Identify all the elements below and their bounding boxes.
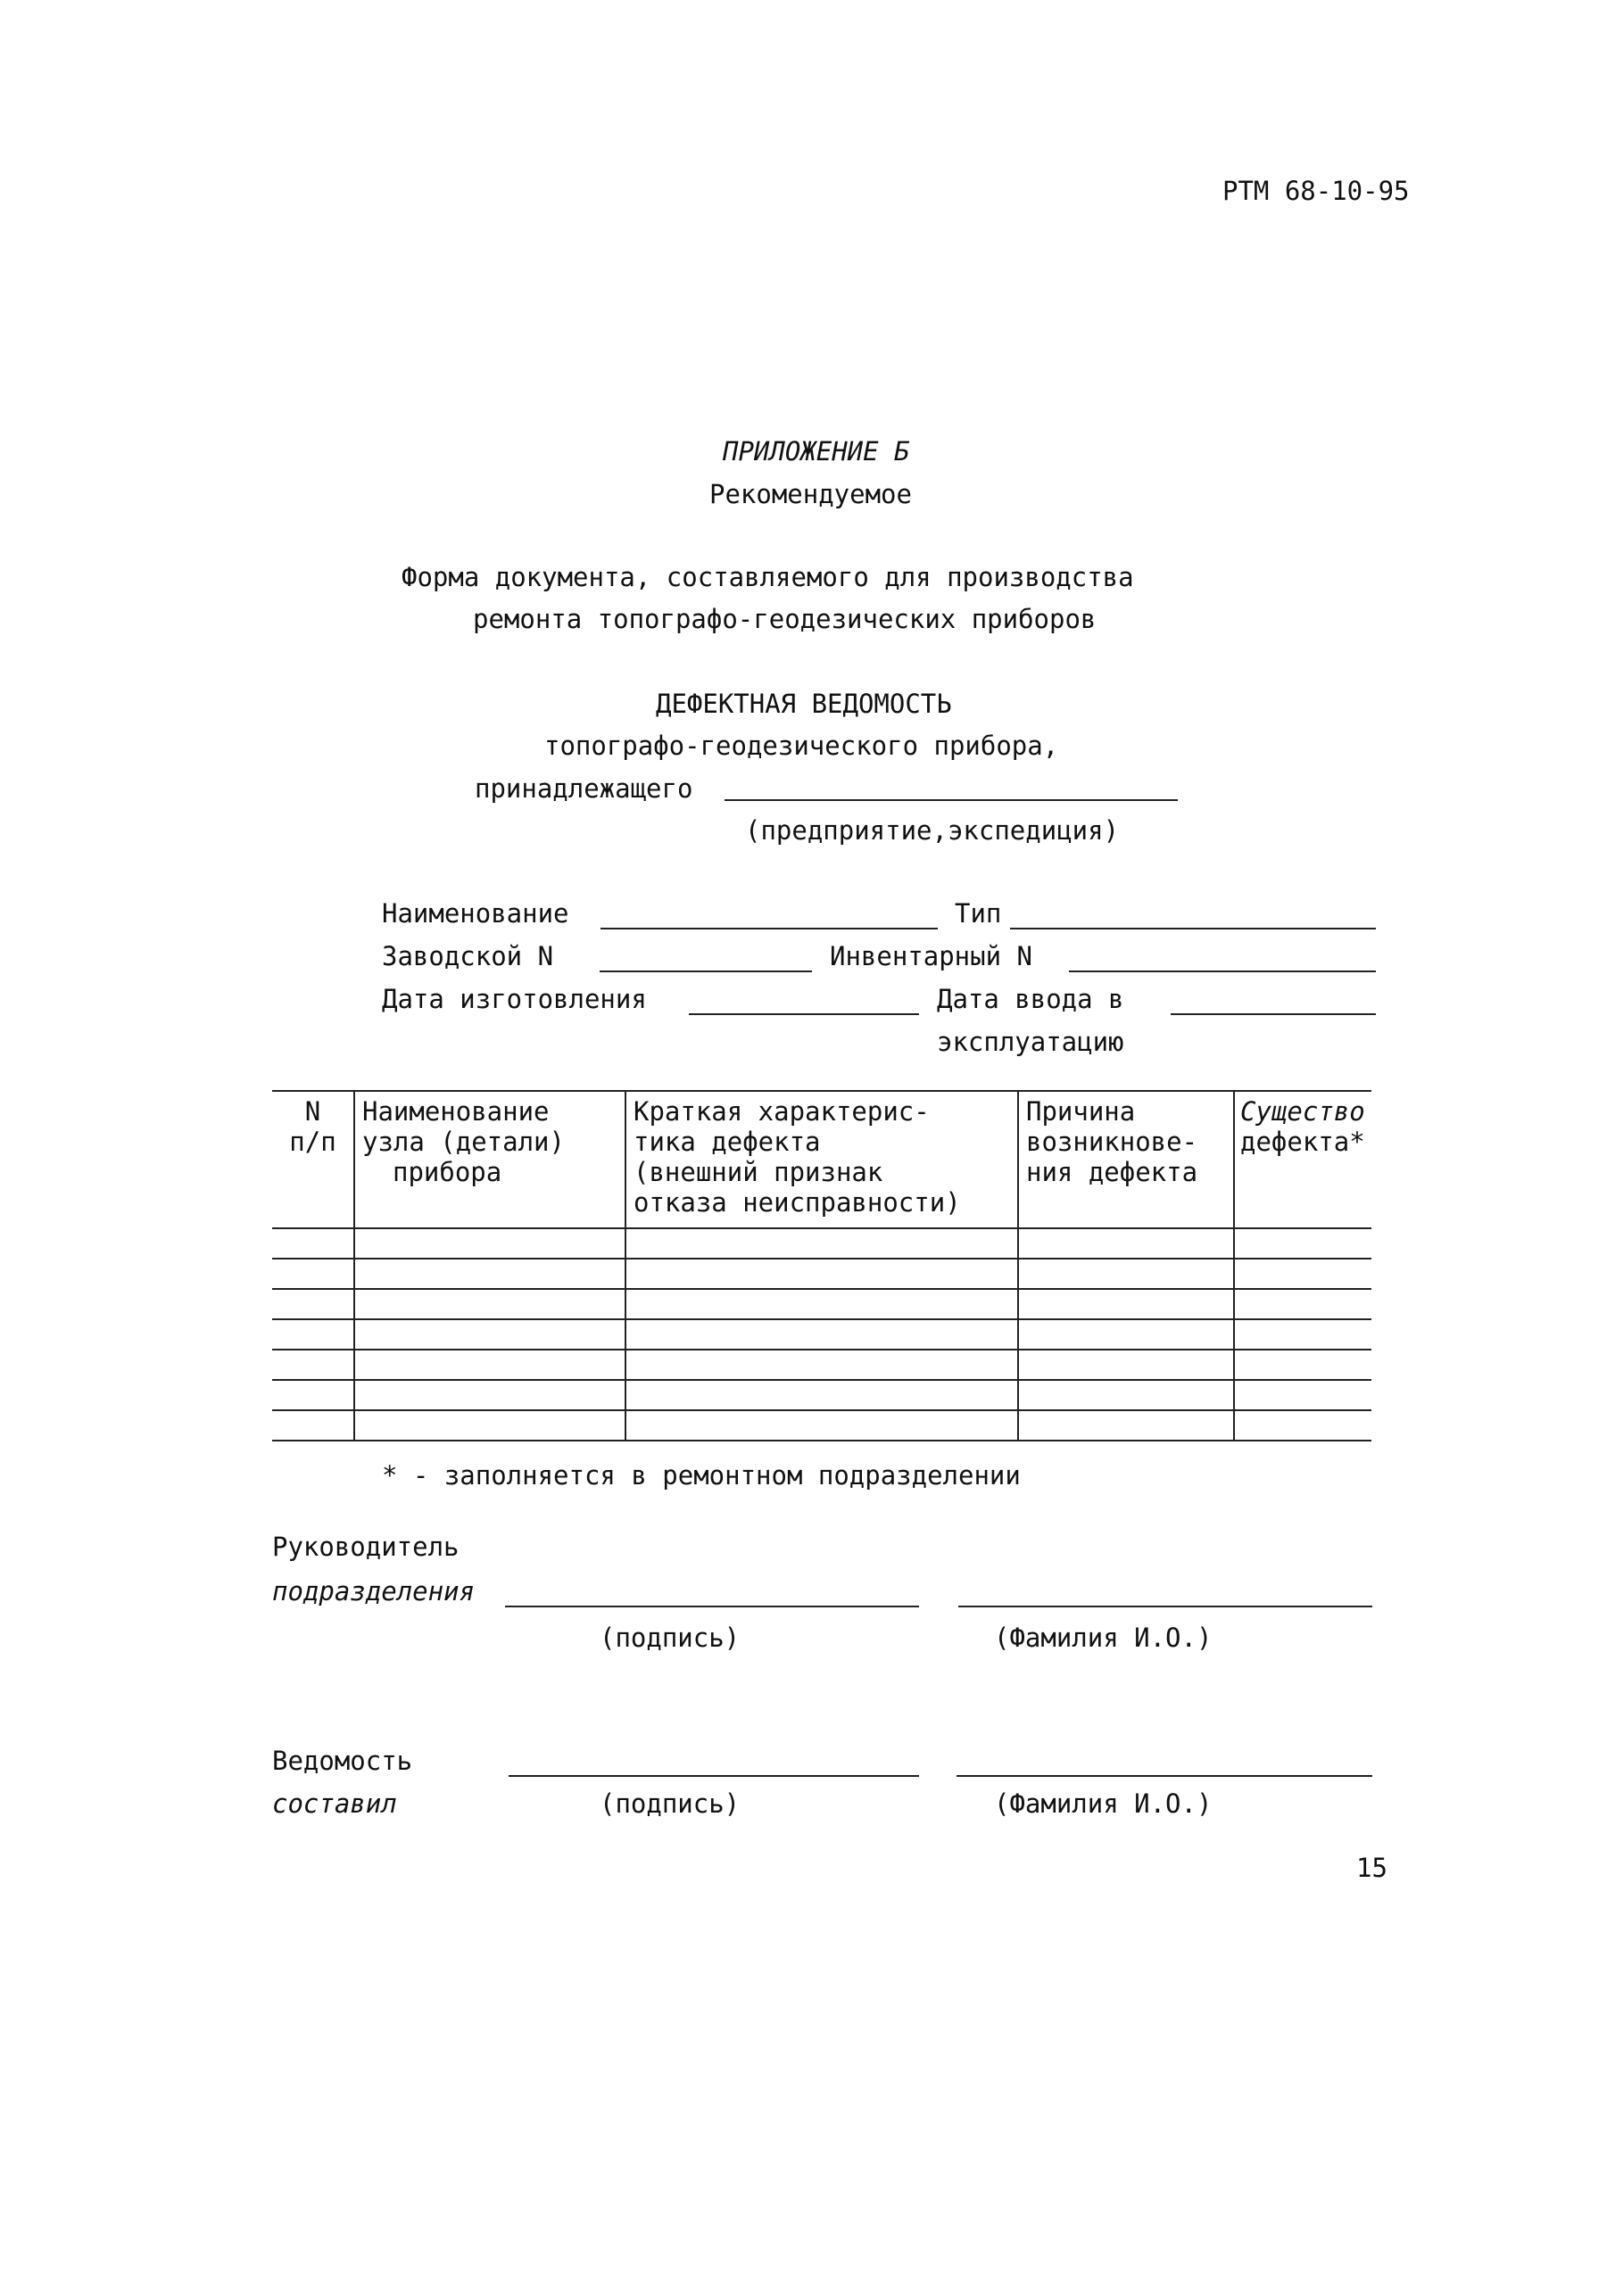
manufacture-date-field-line[interactable]: [689, 1013, 919, 1015]
owner-label: принадлежащего: [475, 773, 693, 804]
table-top-border: [272, 1090, 1371, 1092]
serial-field-line[interactable]: [600, 970, 812, 972]
compiler-name-hint: (Фамилия И.О.): [994, 1788, 1213, 1819]
compiler-signature-hint: (подпись): [600, 1788, 741, 1819]
table-header-number-line1: N: [304, 1096, 321, 1127]
head-label-line2: подразделения: [272, 1576, 475, 1606]
page-number: 15: [1356, 1853, 1387, 1883]
document-code: РТМ 68-10-95: [1222, 176, 1410, 206]
type-field-line[interactable]: [1010, 928, 1376, 929]
table-header-part-line2: узла (детали): [362, 1127, 565, 1157]
owner-field-line[interactable]: [725, 799, 1178, 801]
table-row-border: [272, 1288, 1371, 1290]
compiler-name-line[interactable]: [957, 1775, 1372, 1777]
table-header-description-line2: тика дефекта: [634, 1127, 821, 1157]
head-name-line[interactable]: [958, 1606, 1372, 1607]
appendix-title: ПРИЛОЖЕНИЕ Б: [723, 436, 910, 467]
table-header-bottom-border: [272, 1227, 1371, 1229]
table-header-description-line1: Краткая характерис-: [634, 1096, 930, 1127]
table-column-divider: [1017, 1090, 1019, 1440]
commission-date-label-line1: Дата ввода в: [937, 984, 1124, 1014]
head-signature-hint: (подпись): [600, 1623, 741, 1653]
compiler-label-line1: Ведомость: [272, 1746, 413, 1776]
table-bottom-border: [272, 1440, 1371, 1441]
table-column-divider: [1233, 1090, 1235, 1440]
appendix-description-line1: Форма документа, составляемого для производства: [402, 562, 1134, 592]
appendix-description-line2: ремонта топографо-геодезических приборов: [473, 604, 1097, 634]
table-row-border: [272, 1379, 1371, 1381]
name-field-line[interactable]: [600, 928, 938, 929]
manufacture-date-label: Дата изготовления: [382, 984, 647, 1014]
table-row-border: [272, 1409, 1371, 1411]
inventory-field-line[interactable]: [1069, 970, 1376, 972]
table-header-cause-line1: Причина: [1026, 1096, 1136, 1127]
table-row-border: [272, 1258, 1371, 1259]
compiler-signature-line[interactable]: [509, 1775, 919, 1777]
table-row-border: [272, 1318, 1371, 1320]
table-header-number-line2: п/п: [289, 1127, 336, 1157]
head-signature-line[interactable]: [505, 1606, 919, 1607]
table-header-essence-line2: дефекта*: [1240, 1127, 1365, 1157]
owner-hint: (предприятие,экспедиция): [745, 815, 1120, 846]
footnote: * - заполняется в ремонтном подразделении: [382, 1460, 1021, 1491]
table-header-part-line1: Наименование: [362, 1096, 550, 1127]
table-header-essence-line1: Существо: [1240, 1096, 1365, 1127]
type-label: Тип: [955, 898, 1002, 929]
commission-date-field-line[interactable]: [1171, 1013, 1376, 1015]
table-header-description-line3: (внешний признак: [634, 1157, 883, 1187]
name-label: Наименование: [382, 898, 569, 929]
table-header-description-line4: отказа неисправности): [634, 1187, 961, 1218]
table-column-divider: [353, 1090, 355, 1440]
table-column-divider: [625, 1090, 626, 1440]
table-header-cause-line2: возникнове-: [1026, 1127, 1198, 1157]
head-label-line1: Руководитель: [272, 1532, 460, 1562]
form-title: ДЕФЕКТНАЯ ВЕДОМОСТЬ: [656, 689, 952, 719]
form-subtitle: топографо-геодезического прибора,: [544, 731, 1059, 761]
head-name-hint: (Фамилия И.О.): [994, 1623, 1213, 1653]
table-header-cause-line3: ния дефекта: [1026, 1157, 1198, 1187]
commission-date-label-line2: эксплуатацию: [937, 1027, 1124, 1057]
table-row-border: [272, 1349, 1371, 1350]
compiler-label-line2: составил: [272, 1788, 397, 1819]
inventory-label: Инвентарный N: [830, 941, 1032, 971]
serial-label: Заводской N: [382, 941, 554, 971]
table-header-part-line3: прибора: [393, 1157, 502, 1187]
appendix-status: Рекомендуемое: [709, 479, 912, 509]
